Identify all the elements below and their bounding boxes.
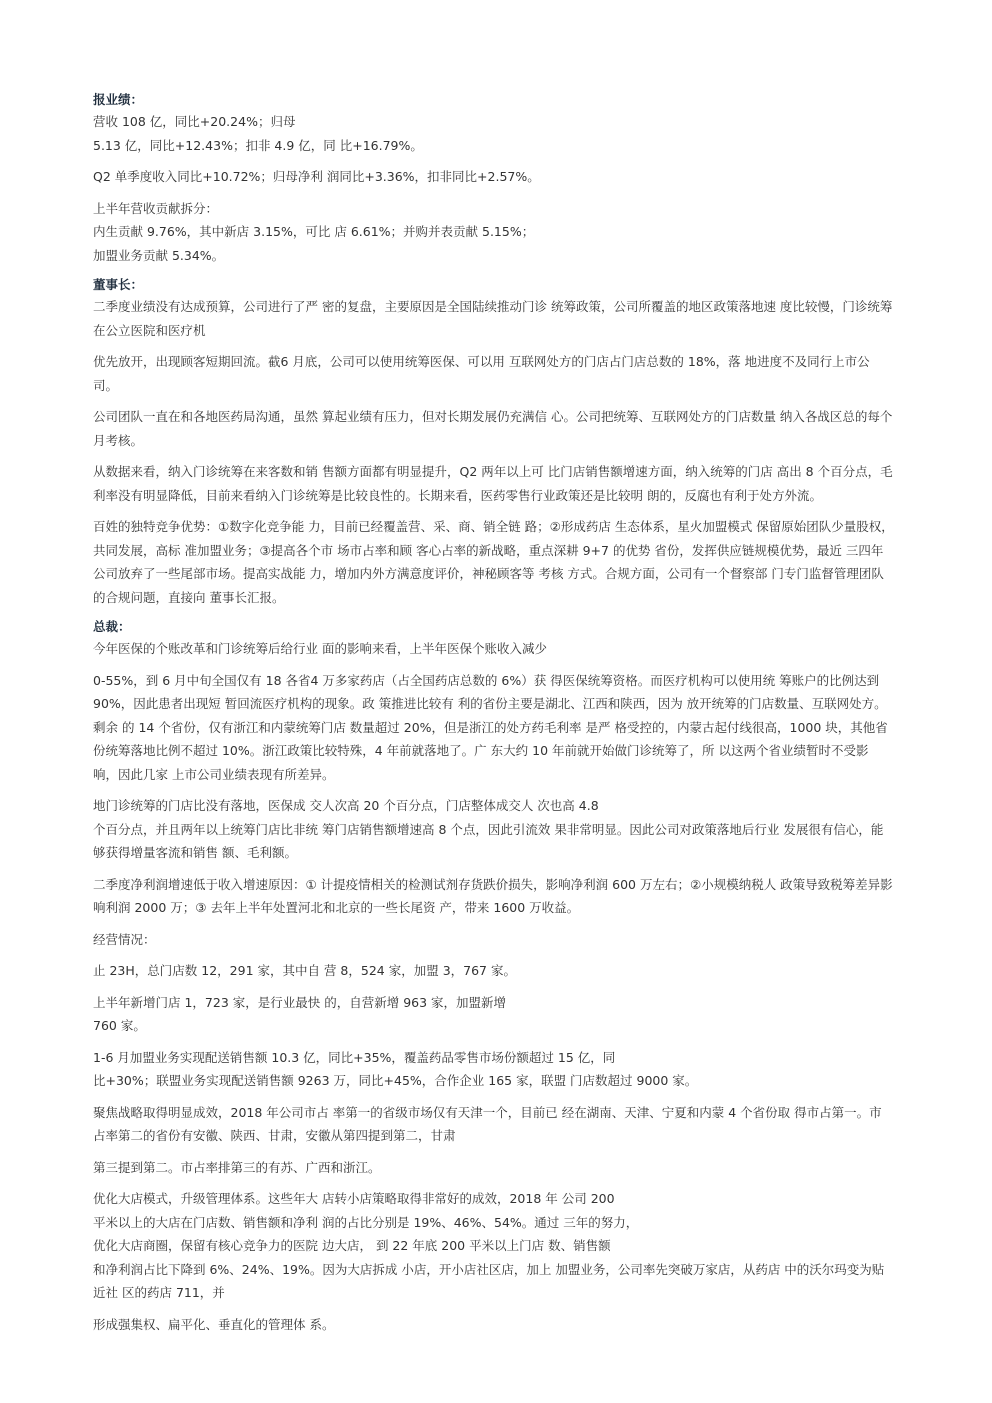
text-line: 0-55%，到 6 月中旬全国仅有 18 各省4 万多家药店（占全国药店总数的 6%）获 得医保统筹资格。而医疗机构可以使用统 筹账户的比例达到 bbox=[93, 672, 880, 688]
paragraph bbox=[93, 110, 944, 157]
text-line: 平米以上的大店在门店数、销售额和净利 润的占比分别是 19%、46%、54%。通过 三年的努力， bbox=[93, 1214, 639, 1230]
text-line: 优化大店模式，升级管理体系。这些年大 店转小店策略取得非常好的成效，2018 年 公司 200 bbox=[93, 1191, 615, 1206]
text-line: 共同发展，高标 准加盟业务；③提高各个市 场市占率和顾 客心占率的新战略，重点深耕 9+7 的优势 省份，发挥供应链规模优势，最近 三四年 bbox=[93, 542, 884, 558]
text-line: 利率没有明显降低，目前来看纳入门诊统筹是比较良性的。长期来看，医药零售行业政策还是比较明 朗的，反腐也有利于处方外流。 bbox=[93, 487, 822, 503]
paragraph bbox=[93, 1046, 944, 1093]
text-line: 今年医保的个账改革和门诊统筹后给行业 面的影响来看，上半年医保个账收入减少 bbox=[93, 641, 547, 656]
text-line: 份统筹落地比例不超过 10%。浙江政策比较特殊，4 年前就落地了。广 东大约 10 年前就开始做门诊统筹了，所 以这两个省业绩暂时不受影 bbox=[93, 743, 869, 758]
text-line: 上半年新增门店 1，723 家，是行业最快 的，自营新增 963 家，加盟新增 bbox=[93, 994, 507, 1010]
paragraph bbox=[93, 794, 944, 865]
text-line: 1-6 月加盟业务实现配送销售额 10.3 亿，同比+35%，覆盖药品零售市场份额超过 15 亿，同 bbox=[93, 1049, 616, 1065]
text-line: 加盟业务贡献 5.34%。 bbox=[93, 247, 225, 263]
text-line: 第三提到第二。市占率排第三的有苏、广西和浙江。 bbox=[93, 1159, 381, 1175]
section-heading: 报业绩： bbox=[93, 92, 144, 107]
text-line: 的合规问题，直接向 董事长汇报。 bbox=[93, 589, 285, 605]
paragraph bbox=[93, 515, 944, 609]
text-line: 内生贡献 9.76%，其中新店 3.15%，可比 店 6.61%；并购并表贡献 5.15%； bbox=[93, 224, 535, 239]
text-line: 二季度业绩没有达成预算，公司进行了严 密的复盘，主要原因是全国陆续推动门诊 统筹政策，公司所覆盖的地区政策落地速 度比较慢，门诊统筹 bbox=[93, 299, 893, 314]
text-line: Q2 单季度收入同比+10.72%；归母净利 润同比+3.36%，扣非同比+2.57%。 bbox=[93, 169, 540, 184]
paragraph bbox=[93, 959, 944, 983]
text-line: 和净利润占比下降到 6%、24%、19%。因为大店拆成 小店，开小店社区店，加上 加盟业务，公司率先突破万家店，从药店 中的沃尔玛变为贴 bbox=[93, 1261, 885, 1277]
section-heading: 总裁： bbox=[93, 619, 131, 634]
paragraph bbox=[93, 1313, 944, 1337]
paragraph bbox=[93, 1156, 944, 1180]
text-line: 营收 108 亿，同比+20.24%；归母 bbox=[93, 114, 296, 129]
text-line: 90%，因此患者出现短 暂回流医疗机构的现象。政 策推进比较有 利的省份主要是湖北、江西和陕西，因为 放开统筹的门店数量、互联网处方。 bbox=[93, 696, 887, 711]
text-line: 从数据来看，纳入门诊统筹在来客数和销 售额方面都有明显提升，Q2 两年以上可 比门店销售额增速方面，纳入统筹的门店 高出 8 个百分点，毛 bbox=[93, 464, 893, 479]
text-line: 止 23H，总门店数 12，291 家，其中自 营 8，524 家，加盟 3，767 家。 bbox=[93, 963, 516, 978]
paragraph bbox=[93, 295, 944, 342]
text-line: 经营情况： bbox=[93, 931, 156, 947]
text-line: 上半年营收贡献拆分： bbox=[93, 200, 219, 216]
text-line: 优先放开，出现顾客短期回流。截6 月底，公司可以使用统筹医保、可以用 互联网处方的门店占门店总数的 18%，落 地进度不及同行上市公 bbox=[93, 354, 870, 369]
text-line: 地门诊统筹的门店比没有落地，医保成 交人次高 20 个百分点，门店整体成交人 次也高 4.8 bbox=[93, 798, 599, 813]
text-line: 公司团队一直在和各地医药局沟通，虽然 算起业绩有压力，但对长期发展仍充满信 心。公司把统筹、互联网处方的门店数量 纳入各战区总的每个 bbox=[93, 409, 893, 424]
text-line: 占率第二的省份有安徽、陕西、甘肃，安徽从第四提到第二，甘肃 bbox=[93, 1128, 456, 1143]
text-line: 公司放弃了一些尾部市场。提高实战能 力，增加内外方满意度评价，神秘顾客等 考核 方式。合规方面，公司有一个督察部 门专门监督管理团队 bbox=[93, 566, 884, 581]
paragraph bbox=[93, 1101, 944, 1148]
text-line: 剩余 的 14 个省份，仅有浙江和内蒙统筹门店 数量超过 20%，但是浙江的处方药毛利率 是严 格受控的，内蒙古起付线很高，1000 块，其他省 bbox=[93, 719, 888, 735]
text-line: 够获得增量客流和销售 额、毛利额。 bbox=[93, 845, 297, 860]
paragraph bbox=[93, 165, 944, 189]
paragraph bbox=[93, 991, 944, 1038]
paragraph bbox=[93, 350, 944, 397]
text-line: 近社 区的药店 711，并 bbox=[93, 1285, 225, 1300]
text-line: 在公立医院和医疗机 bbox=[93, 322, 206, 338]
text-line: 5.13 亿，同比+12.43%；扣非 4.9 亿，同 比+16.79%。 bbox=[93, 137, 423, 153]
paragraph bbox=[93, 873, 944, 920]
paragraph bbox=[93, 669, 944, 787]
paragraph bbox=[93, 405, 944, 452]
paragraph bbox=[93, 1187, 944, 1305]
text-line: 二季度净利润增速低于收入增速原因：① 计提疫情相关的检测试剂存货跌价损失，影响净利润 600 万左右；②小规模纳税人 政策导致税筹差异影 bbox=[93, 876, 893, 892]
section-heading: 董事长： bbox=[93, 277, 144, 292]
text-line: 个百分点，并且两年以上统筹门店比非统 筹门店销售额增速高 8 个点，因此引流效 果非常明显。因此公司对政策落地后行业 发展很有信心，能 bbox=[93, 821, 884, 837]
text-line: 月考核。 bbox=[93, 432, 144, 448]
paragraph bbox=[93, 637, 944, 661]
text-line: 形成强集权、扁平化、垂直化的管理体 系。 bbox=[93, 1316, 335, 1332]
text-line: 聚焦战略取得明显成效，2018 年公司市占 率第一的省级市场仅有天津一个，目前已 经在湖南、天津、宁夏和内蒙 4 个省份取 得市占第一。市 bbox=[93, 1104, 882, 1120]
paragraph bbox=[93, 460, 944, 507]
text-line: 优化大店商圈，保留有核心竞争力的医院 边大店， 到 22 年底 200 平米以上门店 数、销售额 bbox=[93, 1238, 611, 1253]
text-line: 响，因此几家 上市公司业绩表现有所差异。 bbox=[93, 766, 335, 782]
text-line: 司。 bbox=[93, 377, 119, 393]
text-line: 760 家。 bbox=[93, 1018, 146, 1033]
text-line: 比+30%；联盟业务实现配送销售额 9263 万，同比+45%，合作企业 165 家，联盟 门店数超过 9000 家。 bbox=[93, 1073, 698, 1088]
paragraph bbox=[93, 197, 944, 268]
text-line: 响利润 2000 万；③ 去年上半年处置河北和北京的一些长尾资 产，带来 1600 万收益。 bbox=[93, 900, 580, 915]
paragraph bbox=[93, 928, 944, 952]
text-line: 百姓的独特竞争优势：①数字化竞争能 力，目前已经覆盖营、采、商、销全链 路；②形成药店 生态体系，星火加盟模式 保留原始团队少量股权， bbox=[93, 519, 894, 534]
